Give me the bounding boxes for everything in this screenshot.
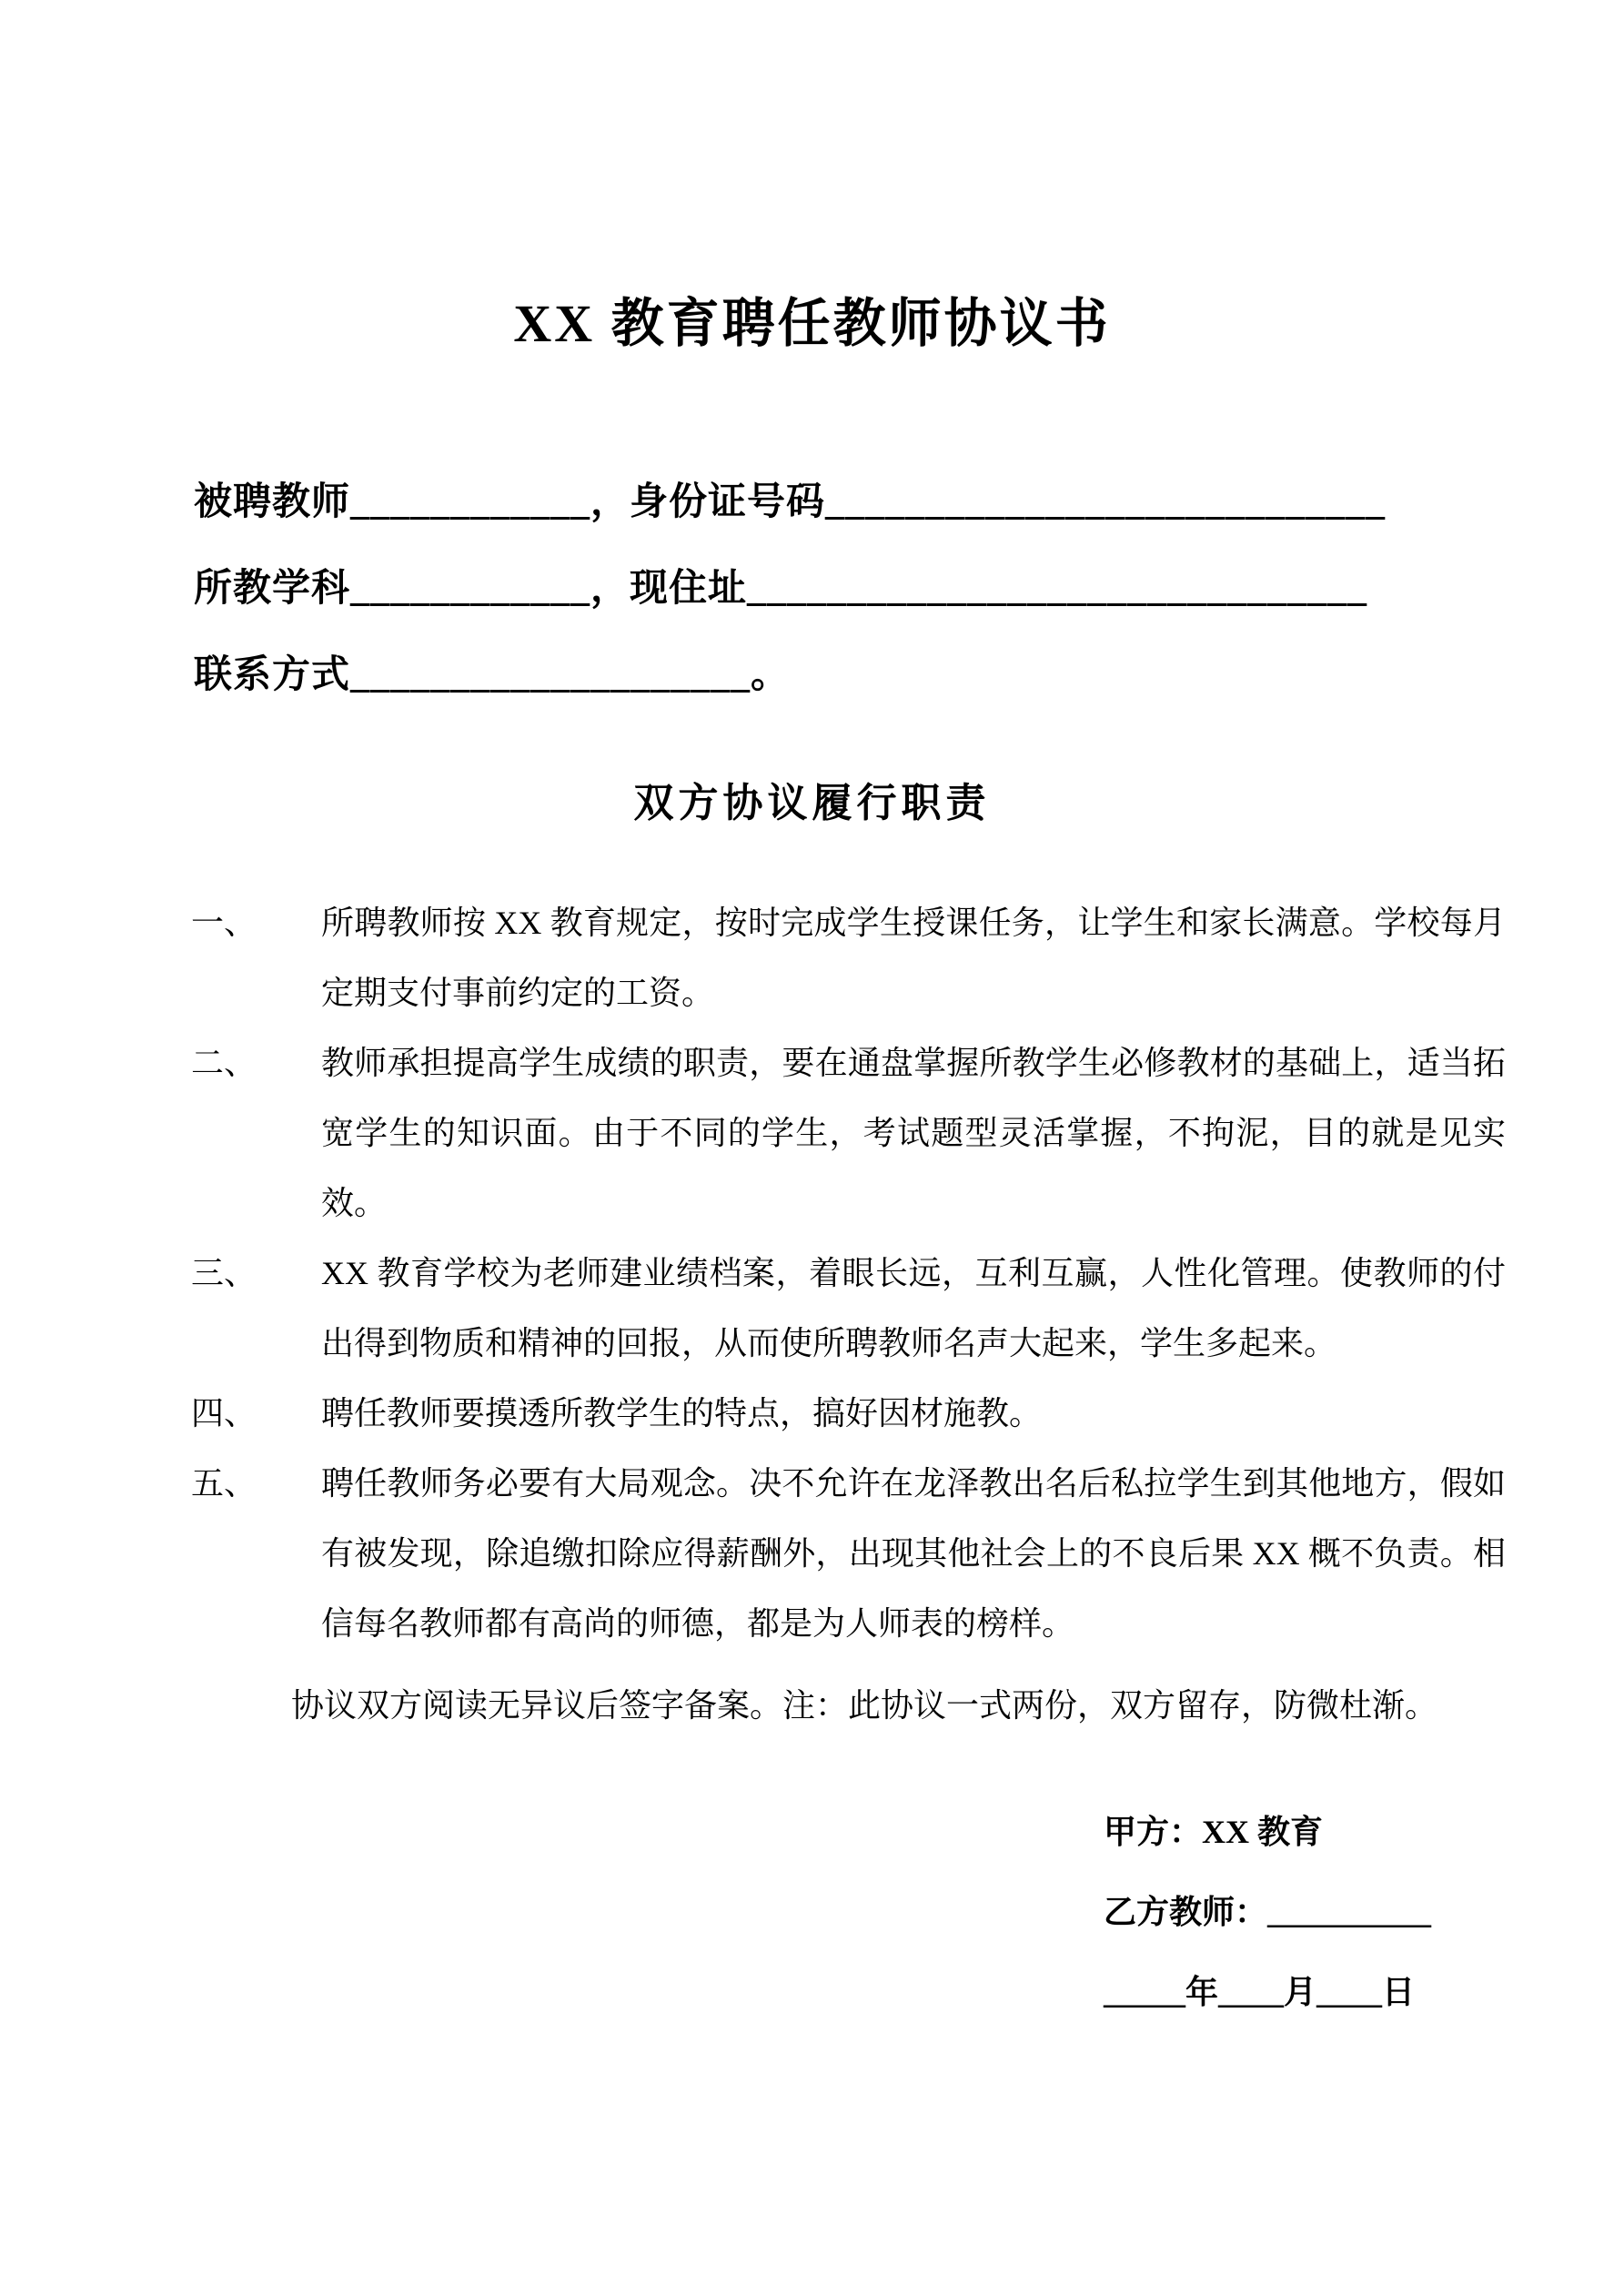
clause-text: 聘任教师要摸透所教学生的特点，搞好因材施教。 [321, 1395, 1043, 1431]
party-info-line-subject-and-address: 所教学科____________，现住址_______________________________ [194, 568, 1368, 610]
clause-item-2 [191, 1028, 1506, 1239]
clause-number: 五、 [191, 1465, 257, 1502]
party-a-line: 甲方：XX 教育 [1104, 1814, 1323, 1850]
date-line: _____年____月____日 [1104, 1974, 1415, 2010]
clause-item-3 [191, 1239, 1506, 1379]
clause-text: 聘任教师务必要有大局观念。决不允许在龙泽教出名后私拉学生到其他地方，假如有被发现，除追缴扣除应得薪酬外，出现其他社会上的不良后果 XX 概不负责。相信每名教师都有高尚的师德，都是为人师表的榜样。 [321, 1465, 1506, 1642]
clause-item-5 [191, 1449, 1506, 1659]
clause-number: 四、 [191, 1395, 257, 1431]
closing-note: 协议双方阅读无异议后签字备案。注：此协议一式两份，双方留存，防微杜渐。 [291, 1687, 1438, 1724]
clause-number: 三、 [191, 1255, 257, 1291]
party-info-line-contact: 联系方式____________________。 [194, 654, 791, 696]
party-b-line: 乙方教师：__________ [1104, 1894, 1432, 1930]
clause-item-4 [191, 1379, 1506, 1449]
clause-text: XX 教育学校为老师建业绩档案，着眼长远，互利互赢，人性化管理。使教师的付出得到物质和精神的回报，从而使所聘教师名声大起来，学生多起来。 [321, 1255, 1506, 1361]
section-heading: 双方协议履行职责 [633, 781, 991, 825]
document-title: XX 教育聘任教师协议书 [513, 294, 1111, 353]
party-info-line-teacher-and-id: 被聘教师____________，身份证号码____________________________ [194, 481, 1387, 523]
clause-item-1 [191, 888, 1506, 1028]
clause-list [191, 888, 1506, 1659]
signature-block [1104, 1792, 1431, 2032]
clause-text: 教师承担提高学生成绩的职责，要在通盘掌握所教学生必修教材的基础上，适当拓宽学生的知识面。由于不同的学生，考试题型灵活掌握，不拘泥，目的就是见实效。 [321, 1045, 1506, 1221]
clause-number: 一、 [191, 905, 257, 941]
clause-number: 二、 [191, 1045, 257, 1081]
clause-text: 所聘教师按 XX 教育规定，按时完成学生授课任务，让学生和家长满意。学校每月定期支付事前约定的工资。 [321, 905, 1506, 1011]
